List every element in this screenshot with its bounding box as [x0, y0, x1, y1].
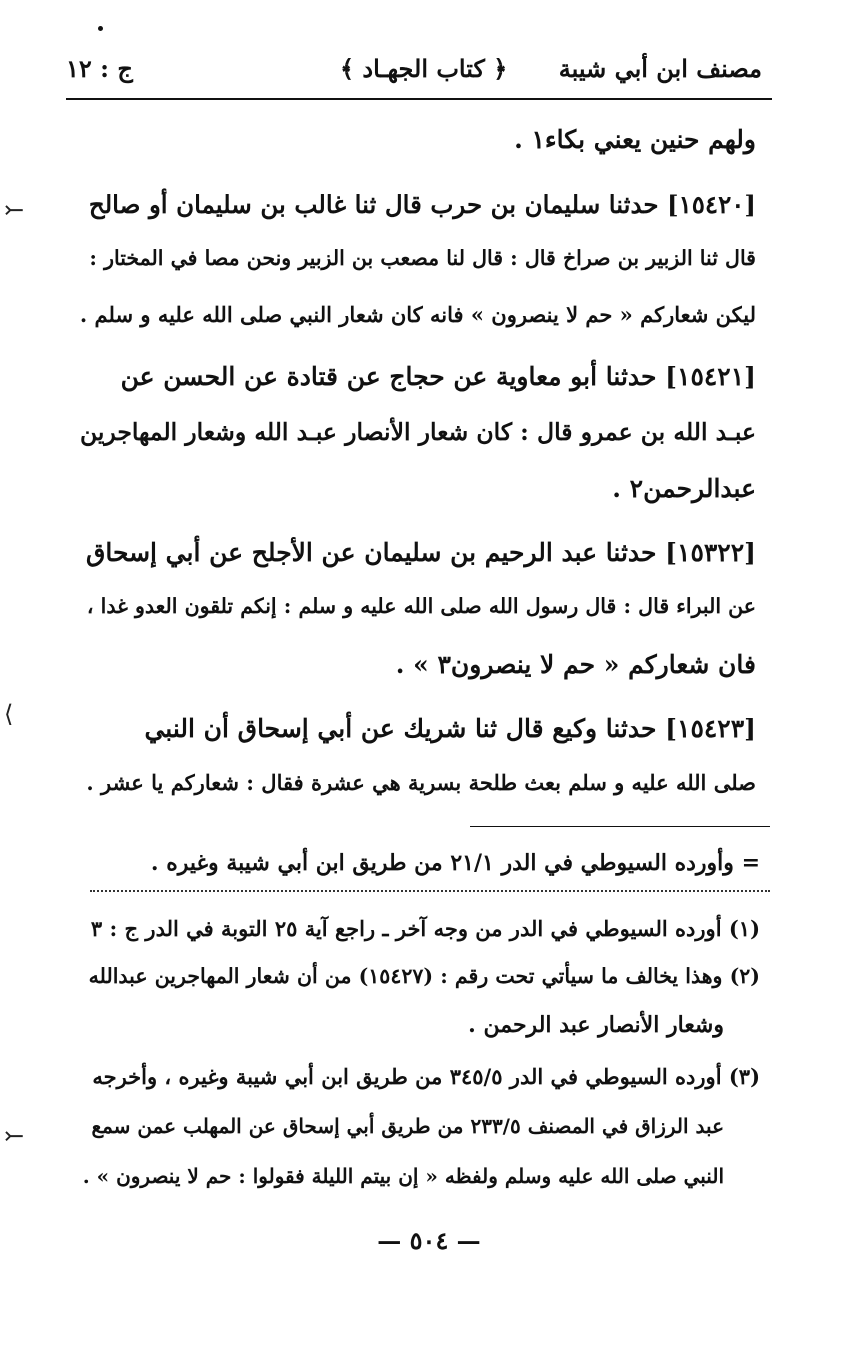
text-line: قال ثنا الزبير بن صراخ قال : قال لنا مصعب بن الزبير ونحن مصا في المختار : — [89, 246, 756, 270]
margin-mark: ⤚ — [4, 196, 25, 224]
header-rule — [66, 98, 772, 100]
text-line: صلى الله عليه و سلم بعث طلحة بسرية هي عشرة فقال : شعاركم يا عشر . — [86, 770, 756, 795]
margin-mark: ⟨ — [4, 700, 14, 728]
hadith-15421-line: [١٥٤٢١] حدثنا أبو معاوية عن حجاج عن قتادة عن الحسن عن — [120, 362, 756, 391]
chapter-title: ﴿ كتاب الجهـاد ﴾ — [340, 54, 508, 83]
footnote-separator — [90, 890, 770, 892]
text-line: عبـد الله بن عمرو قال : كان شعار الأنصار عبـد الله وشعار المهاجرين — [79, 418, 756, 446]
text-line: ليكن شعاركم « حم لا ينصرون » فانه كان شعار النبي صلى الله عليه و سلم . — [79, 302, 756, 327]
reference-note: = وأورده السيوطي في الدر ٢١/١ من طريق ابن أبي شيبة وغيره . — [150, 850, 760, 876]
hadith-15420-line: [١٥٤٢٠] حدثنا سليمان بن حرب قال ثنا غالب بن سليمان أو صالح — [88, 190, 756, 219]
hadith-15423-line: [١٥٤٢٣] حدثنا وكيع قال ثنا شريك عن أبي إسحاق أن النبي — [144, 714, 756, 743]
footnote-3-continued: عبد الرزاق في المصنف ٢٣٣/٥ من طريق أبي إسحاق عن المهلب عمن سمع — [91, 1114, 724, 1138]
text-line: عبدالرحمن٢ . — [612, 474, 756, 503]
text-line: ولهم حنين يعني بكاء١ . — [514, 125, 756, 154]
ink-dot — [98, 26, 103, 31]
footnote-3-continued: النبي صلى الله عليه وسلم ولفظه « إن بيتم الليلة فقولوا : حم لا ينصرون » . — [82, 1164, 724, 1188]
footnote-3: (٣) أورده السيوطي في الدر ٣٤٥/٥ من طريق ابن أبي شيبة وغيره ، وأخرجه — [92, 1064, 760, 1089]
footnote-1: (١) أورده السيوطي في الدر من وجه آخر ـ راجع آية ٢٥ التوبة في الدر ج : ٣ — [90, 916, 760, 941]
reference-rule — [470, 826, 770, 827]
hadith-15422-line: [١٥٣٢٢] حدثنا عبد الرحيم بن سليمان عن الأجلح عن أبي إسحاق — [85, 538, 756, 567]
text-line: عن البراء قال : قال رسول الله صلى الله عليه و سلم : إنكم تلقون العدو غدا ، — [86, 594, 756, 618]
volume-number: ج : ١٢ — [66, 54, 133, 83]
footnote-2-continued: وشعار الأنصار عبد الرحمن . — [468, 1012, 724, 1038]
text-line: فان شعاركم « حم لا ينصرون٣ » . — [395, 650, 756, 679]
margin-mark: ⤚ — [4, 1122, 25, 1150]
page-number: — ٥٠٤ — — [377, 1226, 481, 1255]
footnote-2: (٢) وهذا يخالف ما سيأتي تحت رقم : (١٥٤٢٧) من أن شعار المهاجرين عبدالله — [88, 964, 760, 988]
page-header — [62, 42, 770, 100]
book-title: مصنف ابن أبي شيبة — [558, 54, 762, 83]
